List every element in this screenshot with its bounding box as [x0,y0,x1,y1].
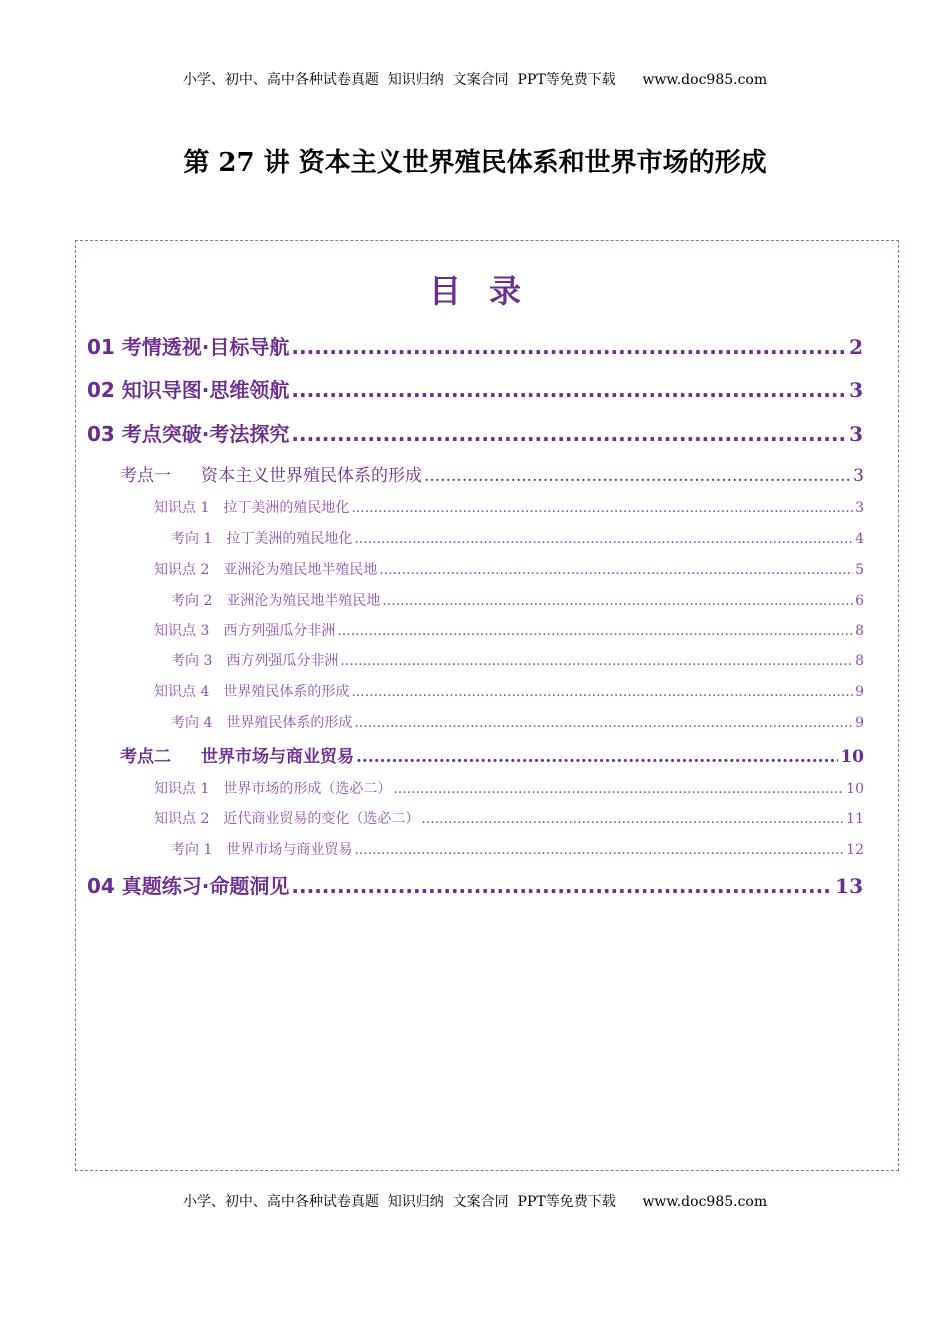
toc-entry-knowledge-1-1[interactable] [154,497,864,517]
toc-page-number: 3 [849,422,863,446]
toc-entry-prefix: 考向 3 [171,653,213,669]
toc-leader-dots [424,466,851,486]
toc-page-number: 5 [855,562,864,578]
toc-entry-label: 资本主义世界殖民体系的形成 [201,466,422,486]
toc-entry-label: 世界市场的形成（选必二） [223,781,392,797]
toc-entry-label: 拉丁美洲的殖民地化 [223,500,350,516]
toc-entry-prefix: 知识点 4 [154,684,210,700]
toc-leader-dots [382,593,853,609]
toc-page-number: 3 [853,466,864,486]
toc-entry-prefix: 知识点 3 [154,623,210,639]
toc-entry-label: 世界市场与商业贸易 [201,747,354,767]
toc-entry-prefix: 考向 4 [171,715,213,731]
toc-leader-dots [337,623,853,639]
toc-entry-label: 西方列强瓜分非洲 [223,623,336,639]
toc-page-number: 9 [855,684,864,700]
toc-entry-topic-1[interactable] [120,461,864,486]
toc-entry-topic-2[interactable] [120,742,864,767]
toc-leader-dots [393,781,844,797]
toc-entry-prefix: 知识点 1 [154,781,210,797]
toc-leader-dots [291,874,833,898]
toc-leader-dots [354,715,853,731]
toc-entry-knowledge-1-2[interactable] [154,559,864,579]
toc-page-number: 8 [855,653,864,669]
page-header: 小学、初中、高中各种试卷真题 知识归纳 文案合同 PPT等免费下载 www.doc985.com [182,72,768,88]
toc-leader-dots [356,747,838,767]
toc-leader-dots [354,842,844,858]
toc-entry-label: 近代商业贸易的变化（选必二） [223,811,420,827]
toc-entry-prefix: 考向 1 [171,842,213,858]
toc-leader-dots [351,500,853,516]
toc-leader-dots [351,684,853,700]
toc-leader-dots [291,422,847,446]
toc-entry-direction-1-2[interactable] [171,590,864,610]
toc-page-number: 12 [846,842,864,858]
toc-entry-prefix: 考向 2 [171,593,213,609]
toc-entry-label: 西方列强瓜分非洲 [226,653,339,669]
toc-entry-prefix: 考向 1 [171,531,213,547]
toc-entry-knowledge-2-1[interactable] [154,778,864,798]
toc-page-number: 10 [840,747,864,767]
toc-entry-knowledge-1-4[interactable] [154,681,864,701]
toc-entry-direction-2-1[interactable] [171,839,864,859]
toc-entry-label: 世界殖民体系的形成 [226,715,353,731]
document-title: 第 27 讲 资本主义世界殖民体系和世界市场的形成 [183,148,767,178]
toc-entry-section-02[interactable] [87,374,863,403]
toc-leader-dots [379,562,853,578]
toc-entry-knowledge-2-2[interactable] [154,808,864,828]
toc-entry-section-01[interactable] [87,331,863,360]
toc-entry-direction-1-3[interactable] [171,650,864,670]
toc-page-number: 11 [846,811,864,827]
toc-page-number: 13 [835,874,863,898]
toc-entry-direction-1-1[interactable] [171,528,864,548]
toc-entry-label: 04 真题练习·命题洞见 [87,874,290,898]
toc-entry-label: 01 考情透视·目标导航 [87,335,290,359]
toc-entry-prefix: 知识点 2 [154,562,210,578]
toc-heading: 目录 [428,272,549,310]
toc-entry-prefix: 考点一 [120,466,171,486]
toc-entry-prefix: 知识点 2 [154,811,210,827]
toc-page-number: 10 [846,781,864,797]
toc-entry-label: 02 知识导图·思维领航 [87,378,290,402]
toc-leader-dots [340,653,853,669]
toc-page-number: 4 [855,531,864,547]
toc-page-number: 3 [849,378,863,402]
toc-entry-label: 03 考点突破·考法探究 [87,422,290,446]
toc-entry-label: 拉丁美洲的殖民地化 [226,531,353,547]
page-footer: 小学、初中、高中各种试卷真题 知识归纳 文案合同 PPT等免费下载 www.doc985.com [182,1194,768,1210]
toc-page-number: 3 [855,500,864,516]
toc-entry-section-04[interactable] [87,870,863,899]
toc-entry-label: 世界市场与商业贸易 [226,842,353,858]
toc-entry-label: 亚洲沦为殖民地半殖民地 [223,562,378,578]
toc-page-number: 2 [849,335,863,359]
toc-entry-section-03[interactable] [87,418,863,447]
toc-entry-knowledge-1-3[interactable] [154,620,864,640]
toc-entry-label: 亚洲沦为殖民地半殖民地 [226,593,381,609]
toc-page-number: 9 [855,715,864,731]
toc-entry-direction-1-4[interactable] [171,712,864,732]
toc-leader-dots [354,531,853,547]
toc-leader-dots [291,378,847,402]
toc-entry-prefix: 知识点 1 [154,500,210,516]
toc-leader-dots [291,335,847,359]
toc-leader-dots [421,811,844,827]
toc-entry-label: 世界殖民体系的形成 [223,684,350,700]
toc-entry-prefix: 考点二 [120,747,171,767]
toc-page-number: 8 [855,623,864,639]
toc-page-number: 6 [855,593,864,609]
